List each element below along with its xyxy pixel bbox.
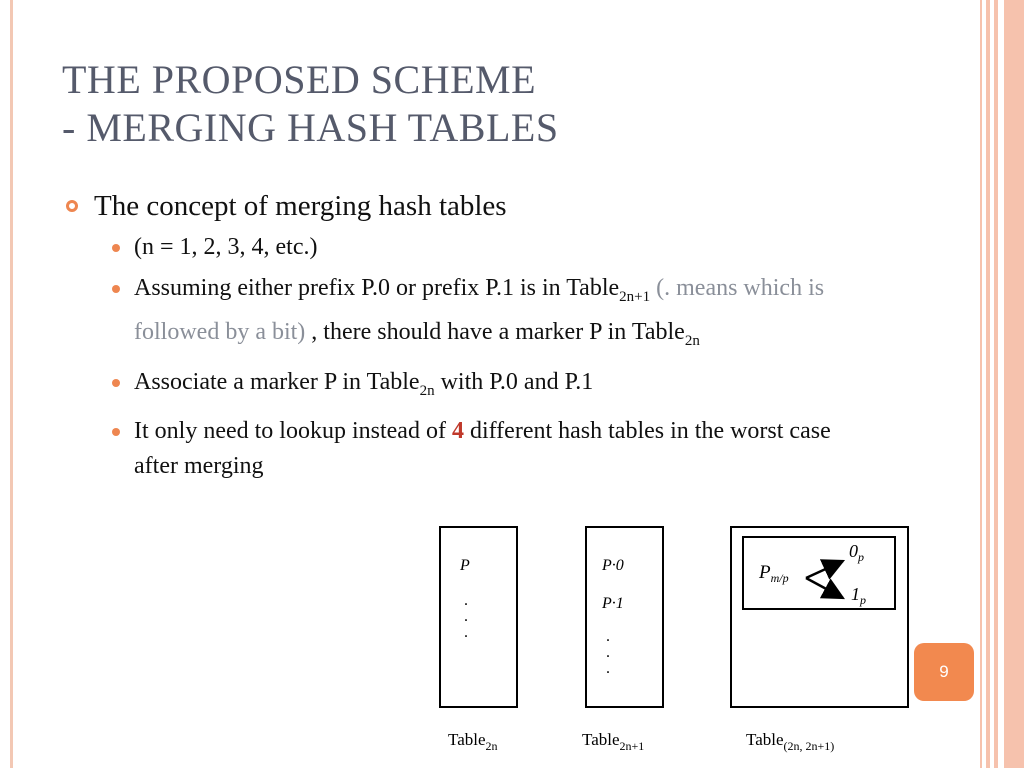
table-2n-label-sub: 2n bbox=[485, 739, 498, 753]
target-1p-text: 1 bbox=[851, 584, 860, 604]
marker-p-text: P bbox=[759, 562, 771, 583]
table-2n1-label bbox=[582, 730, 644, 753]
table-2n-entry-p: P bbox=[460, 557, 470, 574]
bullet-sub-2-note: (. means which is followed by a bit) bbox=[134, 275, 825, 345]
dot-bullet-icon bbox=[112, 379, 120, 387]
title-line-1: THE PROPOSED SCHEME bbox=[62, 57, 537, 102]
page-number-badge bbox=[914, 643, 974, 701]
table-merged-label bbox=[746, 730, 834, 753]
table-2n1-dot-1: . bbox=[606, 628, 610, 645]
dot-bullet-icon bbox=[112, 285, 120, 293]
bullet-main bbox=[66, 186, 866, 226]
table-merged-label-sub: (2n, 2n+1) bbox=[783, 739, 835, 753]
bullet-sub-4-post: different hash tables in the worst case after merging bbox=[134, 418, 831, 480]
table-2n-dot-1: . bbox=[464, 592, 468, 609]
slide-right-stripes bbox=[980, 0, 1024, 768]
bullet-sub-2 bbox=[134, 271, 874, 359]
marker-p-sub: m/p bbox=[770, 571, 789, 585]
table-merged-label-text: Table bbox=[746, 730, 784, 749]
dot-bullet-icon bbox=[112, 244, 120, 252]
target-1p-sub: p bbox=[860, 593, 866, 607]
slide-title bbox=[62, 56, 559, 152]
slide-left-border bbox=[10, 0, 13, 768]
page-number: 9 bbox=[939, 662, 949, 681]
table-2n1-dot-3: . bbox=[606, 660, 610, 677]
table-2n1-box bbox=[586, 527, 663, 707]
table-2n1-label-text: Table bbox=[582, 730, 620, 749]
bullet-sub-2-mid: , there should have a marker P in Table bbox=[311, 318, 685, 345]
bullet-sub-3-subscript: 2n bbox=[419, 382, 435, 399]
ring-bullet-icon bbox=[66, 200, 78, 212]
bullet-sub-4-pre: It only need to lookup instead of bbox=[134, 418, 452, 445]
table-2n-label-text: Table bbox=[448, 730, 486, 749]
bullet-sub-4-highlight: 4 bbox=[451, 418, 464, 445]
table-2n-box bbox=[440, 527, 517, 707]
target-0p-text: 0 bbox=[849, 541, 858, 561]
table-2n-dot-3: . bbox=[464, 624, 468, 641]
bullet-main-text: The concept of merging hash tables bbox=[94, 190, 507, 222]
bullet-sub-3-post: with P.0 and P.1 bbox=[434, 368, 594, 395]
bullet-sub-2-subscript-a: 2n+1 bbox=[619, 288, 651, 305]
dot-bullet-icon bbox=[112, 428, 120, 436]
bullet-sub-4 bbox=[134, 414, 874, 484]
table-2n-label bbox=[448, 730, 498, 753]
table-2n1-entry-p0: P·0 bbox=[602, 557, 624, 574]
table-2n1-dot-2: . bbox=[606, 644, 610, 661]
bullet-sub-2-pre: Assuming either prefix P.0 or prefix P.1 is in Table bbox=[134, 275, 620, 301]
bullet-sub-3 bbox=[134, 365, 874, 409]
bullet-sub-1-text: (n = 1, 2, 3, 4, etc.) bbox=[134, 234, 318, 260]
bullet-sub-1 bbox=[134, 230, 874, 265]
table-2n1-label-sub: 2n+1 bbox=[619, 739, 645, 753]
bullet-sub-3-pre: Associate a marker P in Table bbox=[134, 368, 420, 395]
bullet-list bbox=[66, 186, 866, 490]
bullet-sub-2-subscript-b: 2n bbox=[684, 332, 700, 349]
title-line-2: - MERGING HASH TABLES bbox=[62, 105, 559, 150]
target-0p-sub: p bbox=[858, 550, 864, 564]
table-2n1-entry-p1: P·1 bbox=[602, 595, 624, 612]
table-2n-dot-2: . bbox=[464, 608, 468, 625]
